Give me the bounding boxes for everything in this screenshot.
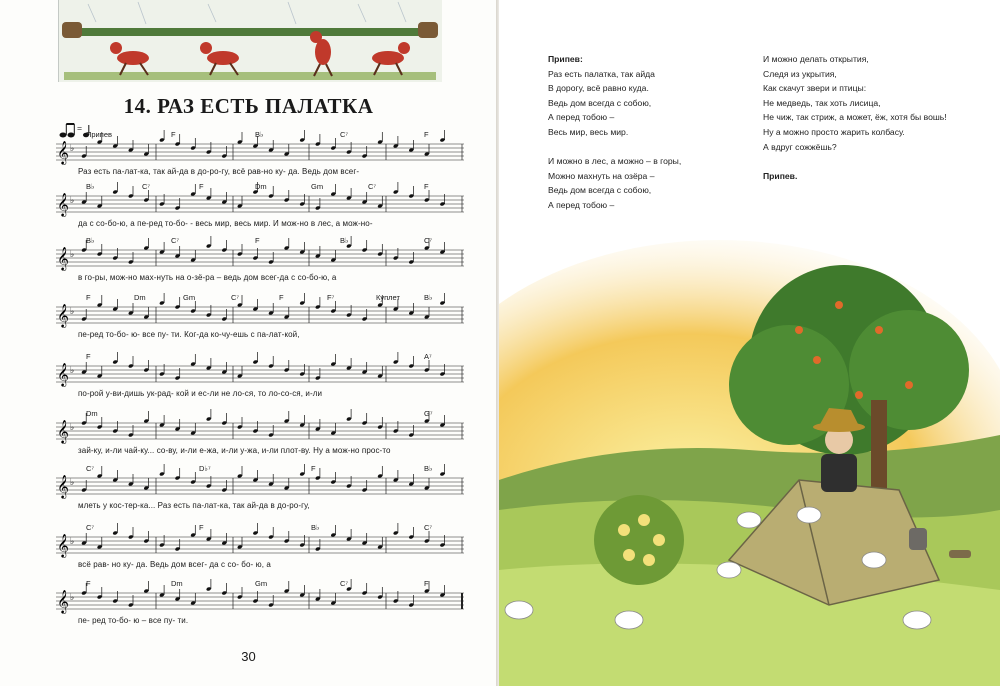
chord-label: Dm <box>86 409 98 418</box>
chord-label: F⁷ <box>327 293 335 302</box>
song-title: 14. РАЗ ЕСТЬ ПАЛАТКА <box>123 94 374 118</box>
music-staff <box>56 293 464 343</box>
svg-text:𝄞: 𝄞 <box>57 589 69 613</box>
chord-label: F <box>199 523 204 532</box>
chord-label: B♭ <box>311 523 320 532</box>
chord-label: C⁷ <box>340 579 349 588</box>
music-staff <box>56 182 464 232</box>
svg-text:♭: ♭ <box>70 478 75 488</box>
chord-label: B♭ <box>86 236 95 245</box>
music-staff <box>56 464 464 514</box>
verse-line: В дорогу, всё равно куда. <box>548 83 649 94</box>
svg-text:𝄞: 𝄞 <box>57 192 69 216</box>
chord-label: F <box>311 464 316 473</box>
svg-text:♭: ♭ <box>70 307 75 317</box>
camping-illustration <box>499 210 1000 686</box>
chord-label: C⁷ <box>86 464 95 473</box>
svg-text:♭: ♭ <box>70 366 75 376</box>
lyrics-column-2 <box>763 52 947 183</box>
lyric-line: пе- ред то-бо- ю – все пу- ти. <box>78 616 189 625</box>
verse-line: Ведь дом всегда с собою, <box>548 97 652 108</box>
chord-label: C⁷ <box>424 236 433 245</box>
svg-text:=: = <box>77 124 83 134</box>
chord-label: F <box>86 293 91 302</box>
svg-text:𝄞: 𝄞 <box>57 419 69 443</box>
verse-line: А перед тобою – <box>548 199 615 210</box>
svg-text:♭: ♭ <box>70 144 75 154</box>
chord-label: C⁷ <box>340 130 349 139</box>
svg-text:𝄞: 𝄞 <box>57 303 69 327</box>
chord-label: F <box>424 182 429 191</box>
music-staff <box>56 409 464 459</box>
svg-text:♭: ♭ <box>70 537 75 547</box>
chord-label: C⁷ <box>368 182 377 191</box>
chord-label: F <box>86 579 91 588</box>
lyric-line: по-рой у-ви-дишь ук-рад- кой и ес-ли не ло-ся, то ло-со-ся, и-ли <box>78 389 323 398</box>
verse-line: А вдруг сожжёшь? <box>763 141 837 152</box>
svg-text:𝄞: 𝄞 <box>57 140 69 164</box>
chord-label: F <box>86 352 91 361</box>
verse-line: Как скачут звери и птицы: <box>763 83 867 94</box>
svg-text:𝄞: 𝄞 <box>57 246 69 270</box>
chord-label: Куплет <box>376 293 400 302</box>
verse-line: И можно в лес, а можно – в горы, <box>548 156 682 167</box>
staff-notation <box>56 293 464 333</box>
verse-line: Раз есть палатка, так айда <box>548 68 655 79</box>
chord-label: C⁷ <box>142 182 151 191</box>
chord-label: A⁷ <box>424 352 432 361</box>
lyric-line: да с со-бо-ю, а пе-ред то-бо- - весь мир, весь мир. И мож-но в лес, а мож-но- <box>78 219 373 228</box>
verse-line: Ну а можно просто жарить колбасу. <box>763 126 905 137</box>
verse-line: Не медведь, так хоть лисица, <box>763 97 881 108</box>
verse-line: И можно делать открытия, <box>763 54 869 64</box>
chord-label: Dm <box>171 579 183 588</box>
chord-label: F <box>424 579 429 588</box>
chord-label: C⁷ <box>171 236 180 245</box>
lyric-line: всё рав- но ку- да. Ведь дом всег- да с со- бо- ю, а <box>78 560 271 569</box>
svg-text:♭: ♭ <box>70 196 75 206</box>
svg-text:𝄞: 𝄞 <box>57 533 69 557</box>
chord-label: B♭ <box>86 182 95 191</box>
music-staff <box>56 352 464 402</box>
chord-label: C⁷ <box>231 293 240 302</box>
chord-label: C⁷ <box>86 523 95 532</box>
svg-text:𝄞: 𝄞 <box>57 474 69 498</box>
chord-label: Gm <box>255 579 268 588</box>
page-number: 30 <box>241 649 256 664</box>
verse-line: Не чиж, так стриж, а может, ёж, хотя бы вошь! <box>763 112 947 123</box>
chord-label: Gm <box>311 182 324 191</box>
chord-label: B♭ <box>424 293 433 302</box>
svg-text:♭: ♭ <box>70 250 75 260</box>
lyric-line: зай-ку, и-ли чай-ку... со-ву, и-ли е-жа, и-ли у-жа, и-ли плот-ву. Ну а мож-но прос-то <box>78 446 391 455</box>
chord-label: F <box>199 182 204 191</box>
right-page <box>499 0 1000 686</box>
music-staff <box>56 236 464 286</box>
left-page <box>0 0 497 686</box>
svg-text:𝄞: 𝄞 <box>57 362 69 386</box>
lyric-line: в го-ры, мож-но мах-нуть на о-зё-ра – ведь дом всег-да с со-бо-ю, а <box>78 273 337 282</box>
chord-label: D♭⁷ <box>199 464 211 473</box>
verse-line: Можно махнуть на озёра – <box>548 170 655 181</box>
verse-line <box>763 154 947 169</box>
chord-label: B♭ <box>424 464 433 473</box>
music-staff <box>56 523 464 573</box>
chord-label: G⁷ <box>424 409 433 418</box>
lyric-line: млеть у кос-тер-ка... Раз есть па-лат-ка, так ай-да в до-ро-гу, <box>78 501 310 510</box>
verse-line: Ведь дом всегда с собою, <box>548 185 652 196</box>
chord-label: F <box>424 130 429 139</box>
verse-line <box>548 140 740 155</box>
staff-notation <box>56 409 464 449</box>
music-staff <box>56 130 464 180</box>
lyric-line: Раз есть па-лат-ка, так ай-да в до-ро-гу, всё рав-но ку- да. Ведь дом всег- <box>78 167 360 176</box>
svg-text:♭: ♭ <box>70 423 75 433</box>
verse-line: Следя из укрытия, <box>763 68 837 79</box>
staff-notation <box>56 523 464 563</box>
chord-label: Припев <box>86 130 112 139</box>
chord-label: B♭ <box>340 236 349 245</box>
chord-label: B♭ <box>255 130 264 139</box>
staff-notation <box>56 236 464 276</box>
verse-line: А перед тобою – <box>548 112 615 123</box>
chord-label: F <box>171 130 176 139</box>
chord-label: Dm <box>255 182 267 191</box>
chord-label: F <box>255 236 260 245</box>
verse-line: Весь мир, весь мир. <box>548 126 629 137</box>
chord-label: C⁷ <box>424 523 433 532</box>
chord-label: F <box>279 293 284 302</box>
running-moose-illustration <box>58 0 442 82</box>
staff-notation <box>56 464 464 504</box>
chorus-label: Припев. <box>763 170 798 181</box>
chord-label: Gm <box>183 293 196 302</box>
svg-text:♭: ♭ <box>70 593 75 603</box>
chorus-label: Припев: <box>548 54 583 64</box>
staff-notation <box>56 352 464 392</box>
lyric-line: пе-ред то-бо- ю- все пу- ти. Ког-да ко-чу-ешь с па-лат-кой, <box>78 330 300 339</box>
music-staff <box>56 579 464 629</box>
chord-label: Dm <box>134 293 146 302</box>
